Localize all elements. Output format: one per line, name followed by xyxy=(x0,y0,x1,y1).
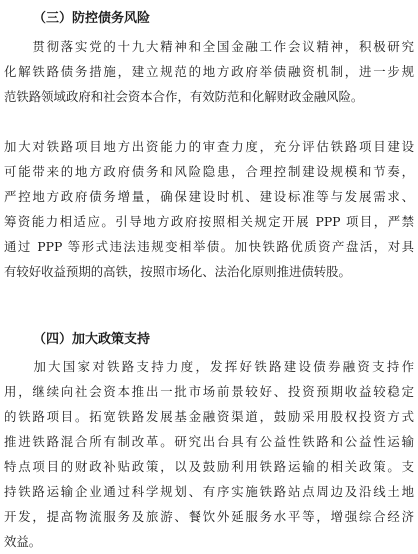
text-line: 严控地方政府债务增量，确保建设时机、建设标准等与发展需求、 xyxy=(4,189,414,204)
text-line: 筹资能力相适应。引导地方政府按照相关规定开展 PPP 项目，严禁 xyxy=(4,214,414,229)
text-line: 持铁路运输企业通过科学规划、有序实施铁路站点周边及沿线土地 xyxy=(4,484,414,499)
section-heading-policy-support: （四）加大政策支持 xyxy=(33,332,151,347)
text-line: 有较好收益预期的高铁，按照市场化、法治化原则推进债转股。 xyxy=(4,264,351,279)
text-line: 可能带来的地方政府债务和风险隐患，合理控制建设规模和节奏， xyxy=(4,164,414,179)
text-line: 用，继续向社会资本推出一批市场前景较好、投资预期收益较稳定 xyxy=(4,384,414,399)
paragraph-local-government-review xyxy=(4,134,414,284)
section-heading-debt-risk: （三）防控债务风险 xyxy=(33,11,151,26)
text-line: 特点项目的财政补贴政策，以及鼓励利用铁路运输的相关政策。支 xyxy=(4,459,414,474)
text-line: 的铁路项目。拓宽铁路发展基金融资渠道，鼓励采用股权投资方式 xyxy=(4,409,414,424)
text-line: 效益。 xyxy=(4,534,42,549)
text-line: 开发，提高物流服务及旅游、餐饮外延服务水平等，增强综合经济 xyxy=(4,509,414,524)
text-line: 推进铁路混合所有制改革。研究出台具有公益性铁路和公益性运输 xyxy=(4,434,414,449)
text-line: 通过 PPP 等形式违法违规变相举债。加快铁路优质资产盘活，对具 xyxy=(4,239,414,254)
text-line: 加大国家对铁路支持力度，发挥好铁路建设债券融资支持作 xyxy=(4,359,414,374)
text-line: 范铁路领域政府和社会资本合作，有效防范和化解财政金融风险。 xyxy=(4,89,364,104)
text-line: 化解铁路债务措施，建立规范的地方政府举债融资机制，进一步规 xyxy=(4,64,414,79)
text-line: 加大对铁路项目地方出资能力的审查力度，充分评估铁路项目建设 xyxy=(4,139,414,154)
text-line: 贯彻落实党的十九大精神和全国金融工作会议精神，积极研究 xyxy=(4,39,414,54)
paragraph-policy-support xyxy=(4,354,414,554)
paragraph-debt-measures xyxy=(4,34,414,109)
